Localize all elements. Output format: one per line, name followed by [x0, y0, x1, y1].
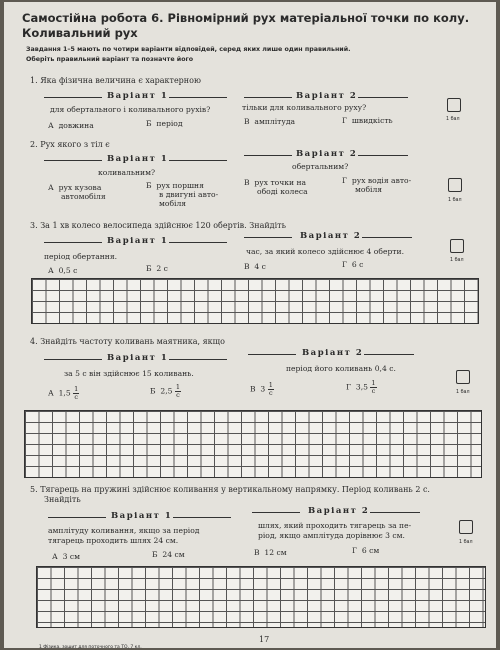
points-label: 1 бал [456, 390, 470, 395]
task-number: 3. [30, 221, 38, 230]
divider [370, 512, 420, 513]
variant-1-heading: Варіант 1 [107, 353, 169, 363]
option-a[interactable]: А довжина [48, 121, 94, 130]
option-b[interactable]: Б період [146, 119, 183, 128]
task-question: За 1 хв колесо велосипеда здійснює 120 обертів. Знайдіть [40, 221, 286, 230]
task-question: Рух якого з тіл є [40, 140, 110, 149]
option-b[interactable]: Б 2 с [146, 264, 168, 273]
divider [244, 155, 292, 156]
option-v[interactable]: В амплітуда [244, 117, 296, 126]
page-title: Самостійна робота 6. Рівномірний рух матеріальної точки по колу. [22, 11, 470, 25]
variant-1-text: за 5 с він здійснює 15 коливань. [64, 369, 194, 378]
variant-1-heading: Варіант 1 [107, 154, 169, 164]
divider [44, 359, 102, 360]
answer-checkbox[interactable] [456, 370, 470, 384]
option-g[interactable]: Г швидкість [342, 116, 393, 125]
answer-checkbox[interactable] [447, 98, 461, 112]
option-b[interactable]: Б рух поршня в двигуні авто- мобіля [146, 181, 219, 208]
divider [48, 517, 106, 518]
variant-1-heading: Варіант 1 [107, 236, 169, 246]
divider [169, 160, 227, 161]
option-a[interactable]: А 3 см [52, 552, 80, 561]
task-question: Яка фізична величина є характерною [40, 76, 201, 85]
task-number: 1. [30, 76, 38, 85]
variant-2-heading: Варіант 2 [308, 506, 370, 516]
footer-note: 1 Фізика. зошит для поточного та ТО, 7 кл. [39, 645, 142, 650]
option-a[interactable]: А рух кузова автомобіля [48, 183, 106, 201]
divider [364, 354, 414, 355]
answer-checkbox[interactable] [450, 239, 464, 253]
variant-2-text: період його коливань 0,4 с. [286, 364, 396, 373]
divider [173, 517, 231, 518]
variant-2-text: обертальним? [292, 162, 349, 171]
points-label: 1 бал [459, 540, 473, 545]
work-grid[interactable] [36, 566, 486, 628]
option-b[interactable]: Б 24 см [152, 550, 185, 559]
variant-1-text: коливальним? [98, 168, 156, 177]
task-question: Тягарець на пружині здійснює коливання у вертикальному напрямку. Період коливань 2 с. [40, 485, 430, 494]
option-g[interactable]: Г 3,5 $\frac{1}{с}$ [346, 379, 376, 395]
variant-2-heading: Варіант 2 [296, 149, 358, 159]
divider [169, 359, 227, 360]
variant-1-heading: Варіант 1 [107, 91, 169, 101]
option-g[interactable]: Г рух водія авто- мобіля [342, 176, 412, 194]
work-grid[interactable] [31, 278, 479, 324]
option-v[interactable]: В 12 см [254, 548, 287, 557]
divider [44, 97, 102, 98]
divider [248, 354, 296, 355]
variant-1-text: період обертання. [44, 252, 118, 261]
variant-2-heading: Варіант 2 [300, 231, 362, 241]
divider [244, 97, 292, 98]
task-number: 2. [30, 140, 38, 149]
task-number: 4. [30, 337, 38, 346]
page-subtitle: Коливальний рух [22, 26, 138, 40]
variant-1-text: амплітуду коливання, якщо за період тягарець проходить шлях 24 см. [48, 526, 200, 545]
divider [358, 97, 408, 98]
task-question: Знайдіть частоту коливань маятника, якщо [40, 337, 225, 346]
option-v[interactable]: В рух точки на ободі колеса [244, 178, 308, 196]
points-label: 1 бал [450, 258, 464, 263]
task-question-cont: Знайдіть [44, 495, 81, 504]
divider [358, 155, 408, 156]
option-a[interactable]: А 0,5 с [48, 266, 78, 275]
variant-2-text: шлях, який проходить тягарець за пе- ріод, якщо амплітуда дорівнює 3 см. [258, 521, 412, 540]
divider [44, 160, 102, 161]
task-number: 5. [30, 485, 38, 494]
instructions-line-1: Завдання 1–5 мають по чотири варіанти відповідей, серед яких лише один правильний. [26, 46, 351, 53]
divider [362, 237, 412, 238]
variant-1-heading: Варіант 1 [111, 511, 173, 521]
answer-checkbox[interactable] [459, 520, 473, 534]
answer-checkbox[interactable] [448, 178, 462, 192]
points-label: 1 бал [448, 198, 462, 203]
option-b[interactable]: Б 2,5 $\frac{1}{с}$ [150, 383, 181, 399]
divider [169, 97, 227, 98]
divider [169, 242, 227, 243]
variant-2-heading: Варіант 2 [296, 91, 358, 101]
page-number: 17 [259, 635, 270, 644]
divider [44, 242, 102, 243]
variant-1-text: для обертального і коливального рухів? [50, 105, 211, 114]
option-v[interactable]: В 3 $\frac{1}{с}$ [250, 381, 273, 397]
divider [252, 512, 300, 513]
variant-2-text: час, за який колесо здійснює 4 оберти. [246, 247, 404, 256]
variant-2-heading: Варіант 2 [302, 348, 364, 358]
worksheet-page [4, 2, 496, 648]
variant-2-text: тільки для коливального руху? [242, 103, 367, 112]
instructions-line-2: Оберіть правильний варіант та позначте його [26, 56, 194, 63]
points-label: 1 бал [446, 117, 460, 122]
option-g[interactable]: Г 6 с [342, 260, 364, 269]
option-v[interactable]: В 4 с [244, 262, 266, 271]
divider [244, 237, 292, 238]
option-a[interactable]: А 1,5 $\frac{1}{с}$ [48, 385, 79, 401]
work-grid[interactable] [24, 410, 482, 478]
option-g[interactable]: Г 6 см [352, 546, 380, 555]
